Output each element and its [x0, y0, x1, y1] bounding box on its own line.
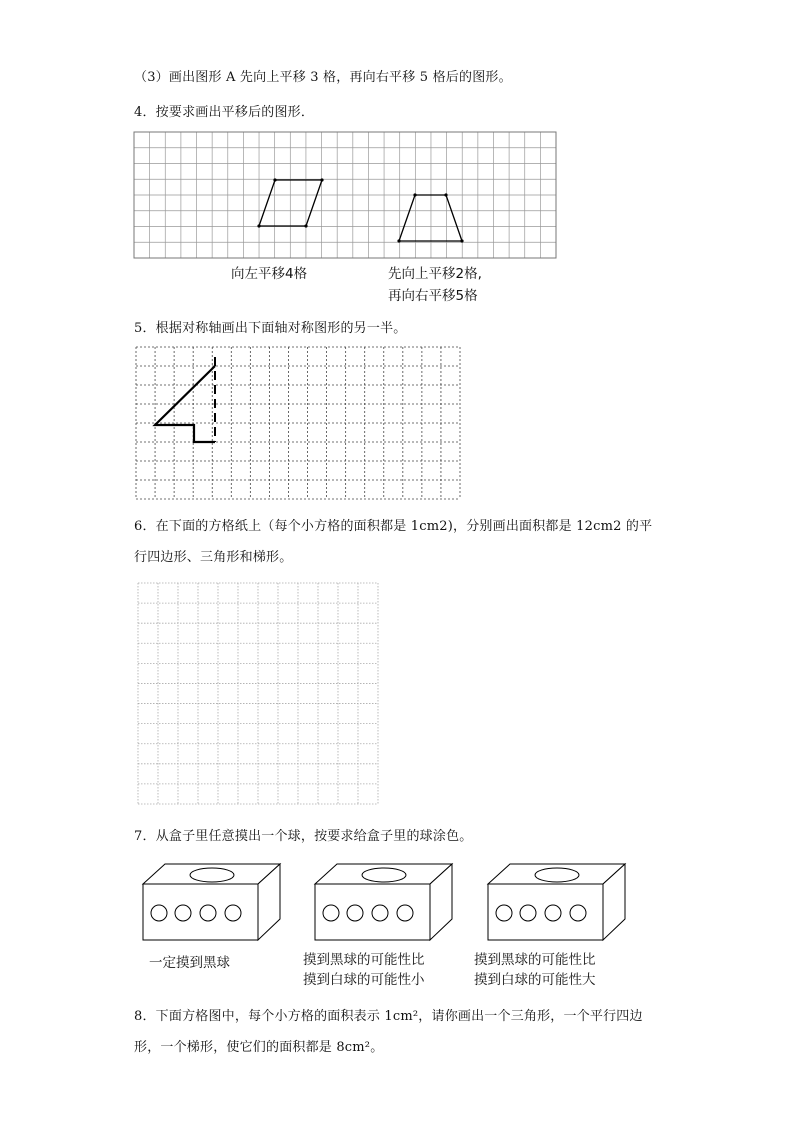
q7-box-3-label-line2: 摸到白球的可能性大 [474, 972, 596, 988]
question-8-line2: 形，一个梯形，使它们的面积都是 8cm²。 [134, 1040, 384, 1055]
q4-caption-right-line1: 先向上平移2格, [388, 266, 482, 282]
q5-grid-lines [136, 347, 460, 499]
q4-trapezoid [399, 195, 462, 241]
question-6-line2: 行四边形、三角形和梯形。 [134, 550, 293, 565]
q7-box-2-label-line1: 摸到黑球的可能性比 [303, 952, 425, 968]
question-5-prompt: 5．根据对称轴画出下面轴对称图形的另一半。 [134, 321, 407, 336]
question-3-subpart: （3）画出图形 A 先向上平移 3 格，再向右平移 5 格后的图形。 [134, 70, 512, 85]
q7-box-3-label-line1: 摸到黑球的可能性比 [474, 952, 596, 968]
question-4-prompt: 4．按要求画出平移后的图形． [134, 105, 315, 120]
q7-box-2 [315, 863, 453, 941]
q4-grid-lines [134, 132, 556, 258]
q4-caption-left: 向左平移4格 [231, 266, 308, 282]
question-7-prompt: 7．从盒子里任意摸出一个球，按要求给盒子里的球涂色。 [134, 829, 473, 844]
q7-box-3 [488, 863, 626, 941]
question-8-line1: 8．下面方格图中，每个小方格的面积表示 1cm²，请你画出一个三角形，一个平行四边 [134, 1009, 643, 1024]
q4-caption-right-line2: 再向右平移5格 [388, 288, 478, 304]
q6-grid-figure [138, 583, 378, 804]
question-6-line1: 6．在下面的方格纸上（每个小方格的面积都是 1cm2)，分别画出面积都是 12cm2 的平 [134, 519, 653, 534]
q6-grid-lines [138, 583, 378, 804]
q7-box-1-label: 一定摸到黑球 [149, 955, 230, 971]
q4-grid-figure [134, 132, 556, 258]
q7-box-1 [143, 863, 281, 941]
q5-grid-figure [136, 347, 460, 499]
q7-box-2-label-line2: 摸到白球的可能性小 [303, 972, 425, 988]
